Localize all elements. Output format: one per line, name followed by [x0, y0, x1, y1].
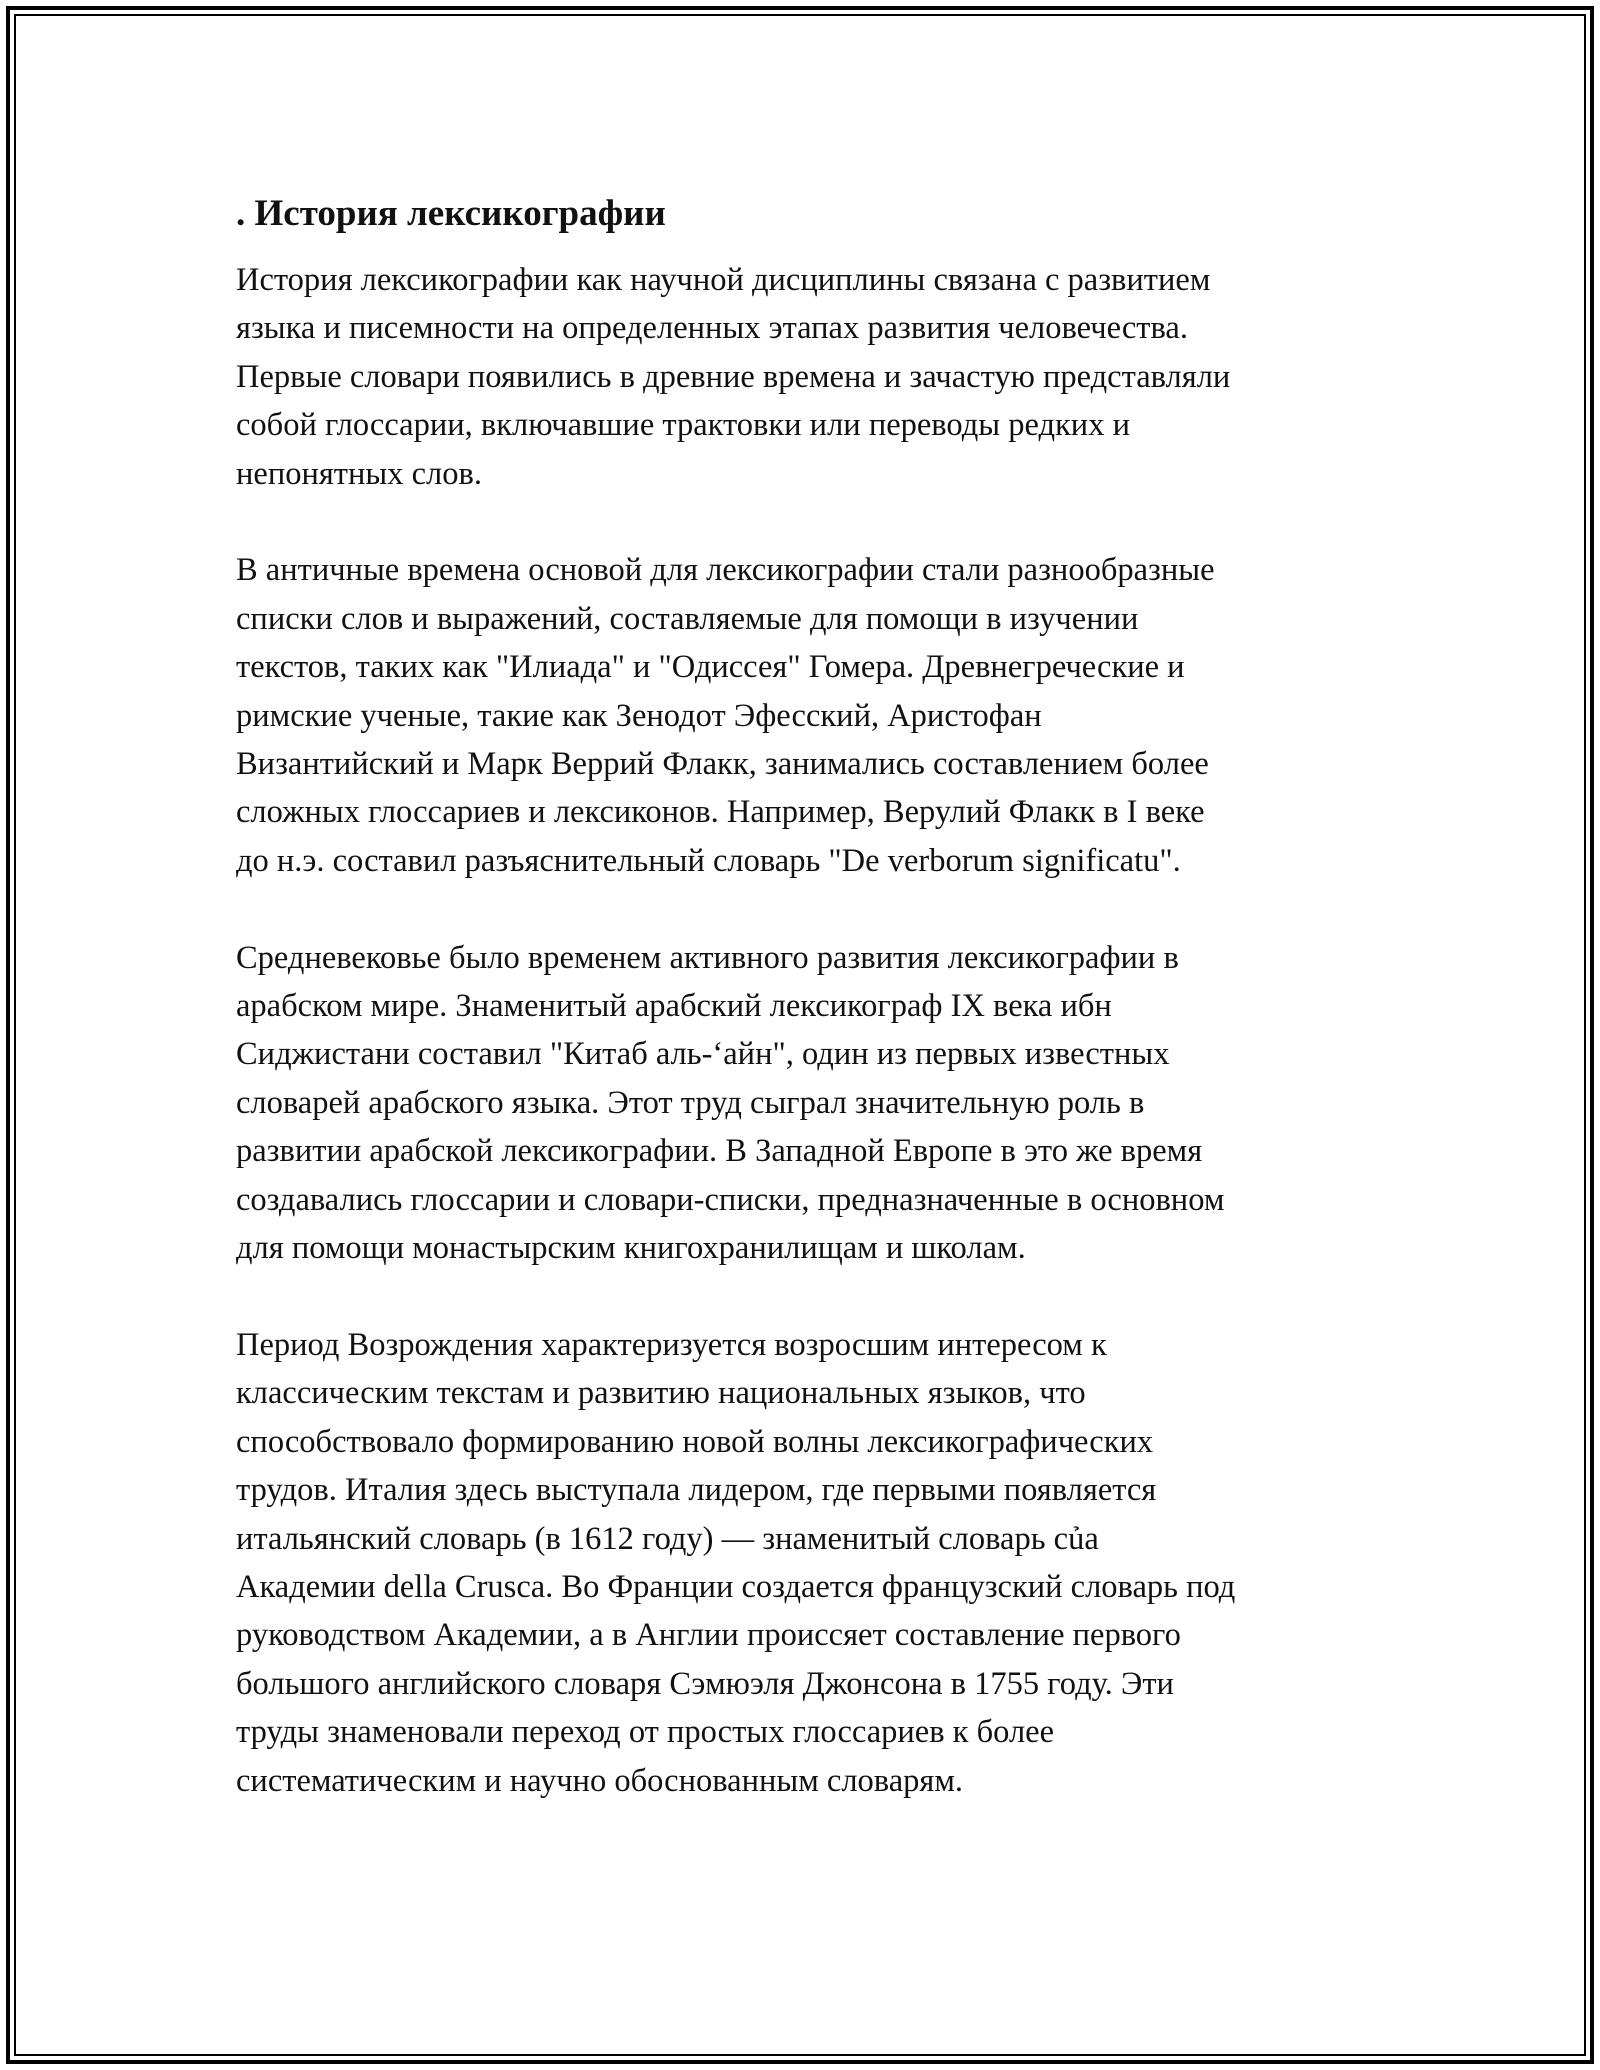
paragraph-4: Период Возрождения характеризуется возросшим интересом к классическим текстам и развитию национальных языков, что способствовало формированию новой волны лексикографических трудов. Италия здесь выступала лидером, где первыми появляется итальянский словарь (в 1612 году) — знаменитый словарь của Академии della Crusca. Во Франции создается французский словарь под руководством Академии, а в Англии происсяет составление первого большого английского словаря Сэмюэля Джонсона в 1755 году. Эти труды знаменовали переход от простых глоссариев к более систематическим и научно обоснованным словарям.	[236, 1326, 1236, 1799]
section-title: . История лексикографии	[236, 193, 666, 234]
document-body	[236, 188, 1376, 1853]
paragraph-1: История лексикографии как научной дисциплины связана с развитием языка и писемности на определенных этапах развития человечества. Первые словари появились в древние времена и зачастую представляли собой глоссарии, включавшие трактовки или переводы редких и непонятных слов.	[236, 262, 1231, 492]
paragraph-3: Средневековье было временем активного развития лексикографии в арабском мире. Знаменитый арабский лексикограф IX века ибн Сиджистани составил "Китаб аль-‘айн", один из первых известных словарей арабского языка. Этот труд сыграл значительную роль в развитии арабской лексикографии. В Западной Европе в это же время создавались глоссарии и словари-списки, предназначенные в основном для помощи монастырским книгохранилищам и школам.	[236, 939, 1225, 1267]
paragraph-2: В античные времена основой для лексикографии стали разнообразные списки слов и выражений, составляемые для помощи в изучении текстов, таких как "Илиада" и "Одиссея" Гомера. Древнегреческие и римские ученые, такие как Зенодот Эфесский, Аристофан Византийский и Марк Веррий Флакк, занимались составлением более сложных глоссариев и лексиконов. Например, Верулий Флакк в I веке до н.э. составил разъяснительный словарь "De verborum significatu".	[236, 552, 1215, 879]
